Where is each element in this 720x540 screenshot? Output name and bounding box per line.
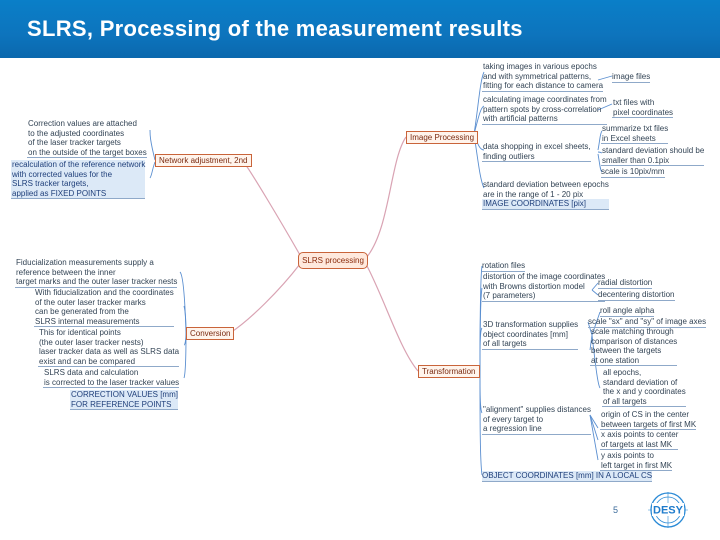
node-taking-images: taking images in various epochs and with symmetrical patterns, fitting for each distance to camera [483, 62, 604, 90]
node-roll-angle: roll angle alpha [600, 306, 655, 315]
node-data-shopping: data shopping in excel sheets, finding outliers [483, 142, 591, 161]
node-all-epochs: all epochs, standard deviation of the x and y coordinates of all targets [603, 368, 686, 406]
node-3d-transformation: 3D transformation supplies object coordinates [mm] of all targets [483, 320, 579, 348]
node-std-deviation-epochs: standard deviation between epochs are in the range of 1 - 20 pix IMAGE COORDINATES [pix] [483, 180, 609, 208]
node-origin: origin of CS in the center between targets of first MK [601, 410, 697, 429]
node-slrs-data: SLRS data and calculation is corrected to the laser tracker values [44, 368, 180, 387]
node-y-axis: y axis points to left target in first MK [601, 451, 673, 470]
node-correction-values-attached: Correction values are attached to the adjusted coordinates of the laser tracker targets on the outside of the target boxes [28, 119, 147, 157]
node-distortion-model: distortion of the image coordinates with Browns distortion model (7 parameters) [483, 272, 606, 300]
node-correction-values-result: CORRECTION VALUES [mm] FOR REFERENCE POINTS [71, 390, 178, 409]
page-number: 5 [613, 505, 619, 515]
node-alignment: "alignment" supplies distances of every target to a regression line [483, 405, 591, 433]
desy-logo-text: DESY [653, 504, 683, 517]
node-image-files: image files [612, 72, 651, 81]
node-txt-files: txt files with pixel coordinates [613, 98, 674, 117]
node-this-for-identical: This for identical points (the outer laser tracker nests) laser tracker data as well as SLRS data exist and can be compared [39, 328, 180, 366]
node-decentering-distortion: decentering distortion [598, 290, 675, 299]
node-with-fiducialization: With fiducialization and the coordinates of the outer laser tracker marks can be generated from the SLRS internal measurements [35, 288, 174, 326]
node-summarize: summarize txt files in Excel sheets [602, 124, 669, 143]
node-fiducialization: Fiducialization measurements supply a reference between the inner target marks and the outer laser tracker nests [16, 258, 178, 286]
branch-network-adjustment: Network adjustment, 2nd [155, 154, 252, 167]
node-std-deviation-small: standard deviation should be smaller than 0.1pix [602, 146, 705, 165]
branch-transformation: Transformation [418, 365, 480, 378]
node-calculating: calculating image coordinates from pattern spots by cross-correlation with artificial patterns [483, 95, 607, 123]
node-x-axis: x axis points to center of targets at last MK [601, 430, 679, 449]
node-scale-matching: scale matching through comparison of distances between the targets at one station [591, 327, 678, 365]
branch-image-processing: Image Processing [406, 131, 478, 144]
desy-logo [643, 490, 693, 530]
node-object-coordinates: OBJECT COORDINATES [mm] IN A LOCAL CS [482, 471, 653, 480]
node-radial-distortion: radial distortion [598, 278, 653, 287]
central-node: SLRS processing [298, 252, 368, 269]
node-recalculation: recalculation of the reference network with corrected values for the SLRS tracker targets, applied as FIXED POINTS [12, 160, 146, 198]
node-scale: scale is 10pix/mm [601, 167, 665, 176]
branch-conversion: Conversion [186, 327, 234, 340]
node-scale-sx-sy: scale "sx" and "sy" of image axes [588, 317, 707, 326]
node-image-coordinates: IMAGE COORDINATES [pix] [482, 199, 609, 210]
node-rotation-files: rotation files [482, 261, 526, 270]
page-title: SLRS, Processing of the measurement results [27, 16, 523, 41]
